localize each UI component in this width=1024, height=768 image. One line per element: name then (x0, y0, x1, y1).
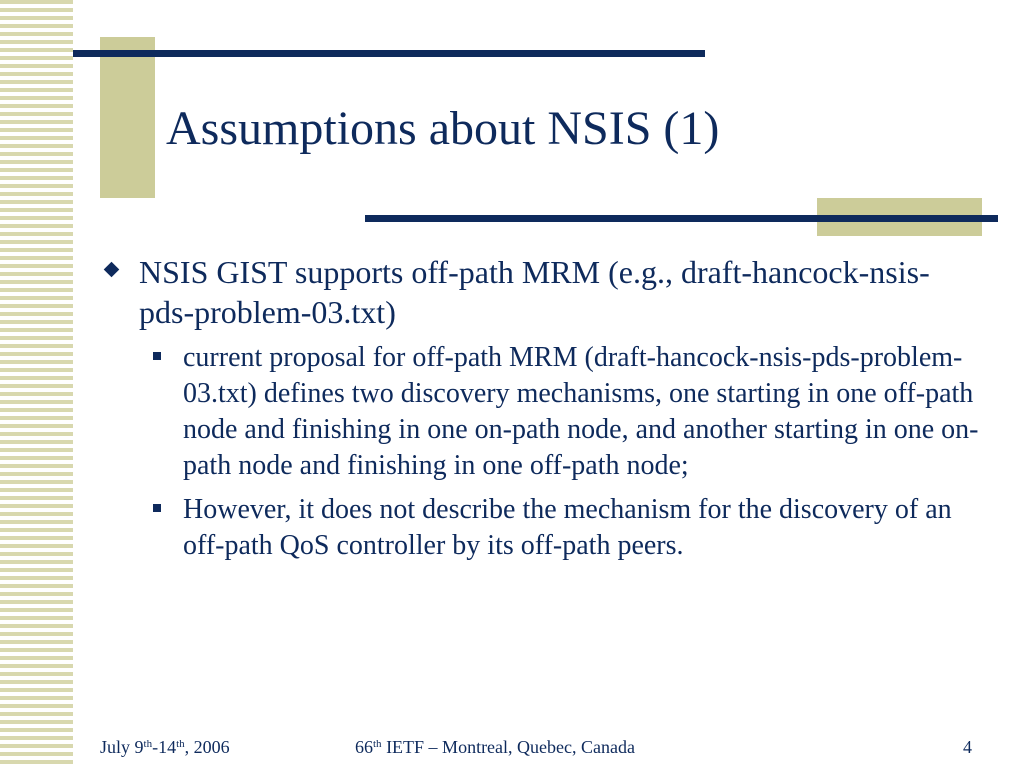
footer-date-text: July 9 (100, 737, 144, 757)
bullet-item (100, 252, 980, 332)
left-stripe-decoration (0, 0, 73, 768)
footer-event-text: IETF – Montreal, Quebec, Canada (381, 737, 635, 757)
footer-date (100, 737, 230, 758)
sub-bullet-text: However, it does not describe the mechanism for the discovery of an off-path QoS controller by its off-path peers. (183, 494, 952, 561)
sub-bullet-item (150, 492, 980, 564)
footer-date-superscript: th (176, 738, 185, 750)
footer-date-text: , 2006 (184, 737, 230, 757)
footer-date-text: -14 (152, 737, 177, 757)
square-icon (153, 504, 161, 512)
sub-bullet-list (150, 340, 980, 564)
footer-event-text: 66 (355, 737, 373, 757)
accent-box-top (100, 37, 155, 198)
diamond-icon (104, 262, 120, 278)
slide-title: Assumptions about NSIS (1) (166, 102, 720, 155)
bullet-text: NSIS GIST supports off-path MRM (e.g., draft-hancock-nsis-pds-problem-03.txt) (139, 254, 930, 330)
footer-event-superscript: th (373, 738, 382, 750)
title-rule-bottom (365, 215, 998, 222)
slide-content (100, 252, 980, 572)
sub-bullet-item (150, 340, 980, 484)
square-icon (153, 352, 161, 360)
sub-bullet-text: current proposal for off-path MRM (draft-hancock-nsis-pds-problem-03.txt) defines two discovery mechanisms, one starting in one off-path node and finishing in one on-path node, and another starting in one on-path node and finishing in one off-path node; (183, 342, 979, 481)
footer-page-number: 4 (963, 737, 972, 757)
title-rule-top (73, 50, 705, 57)
footer-date-superscript: th (143, 738, 153, 750)
footer-event (355, 737, 635, 758)
